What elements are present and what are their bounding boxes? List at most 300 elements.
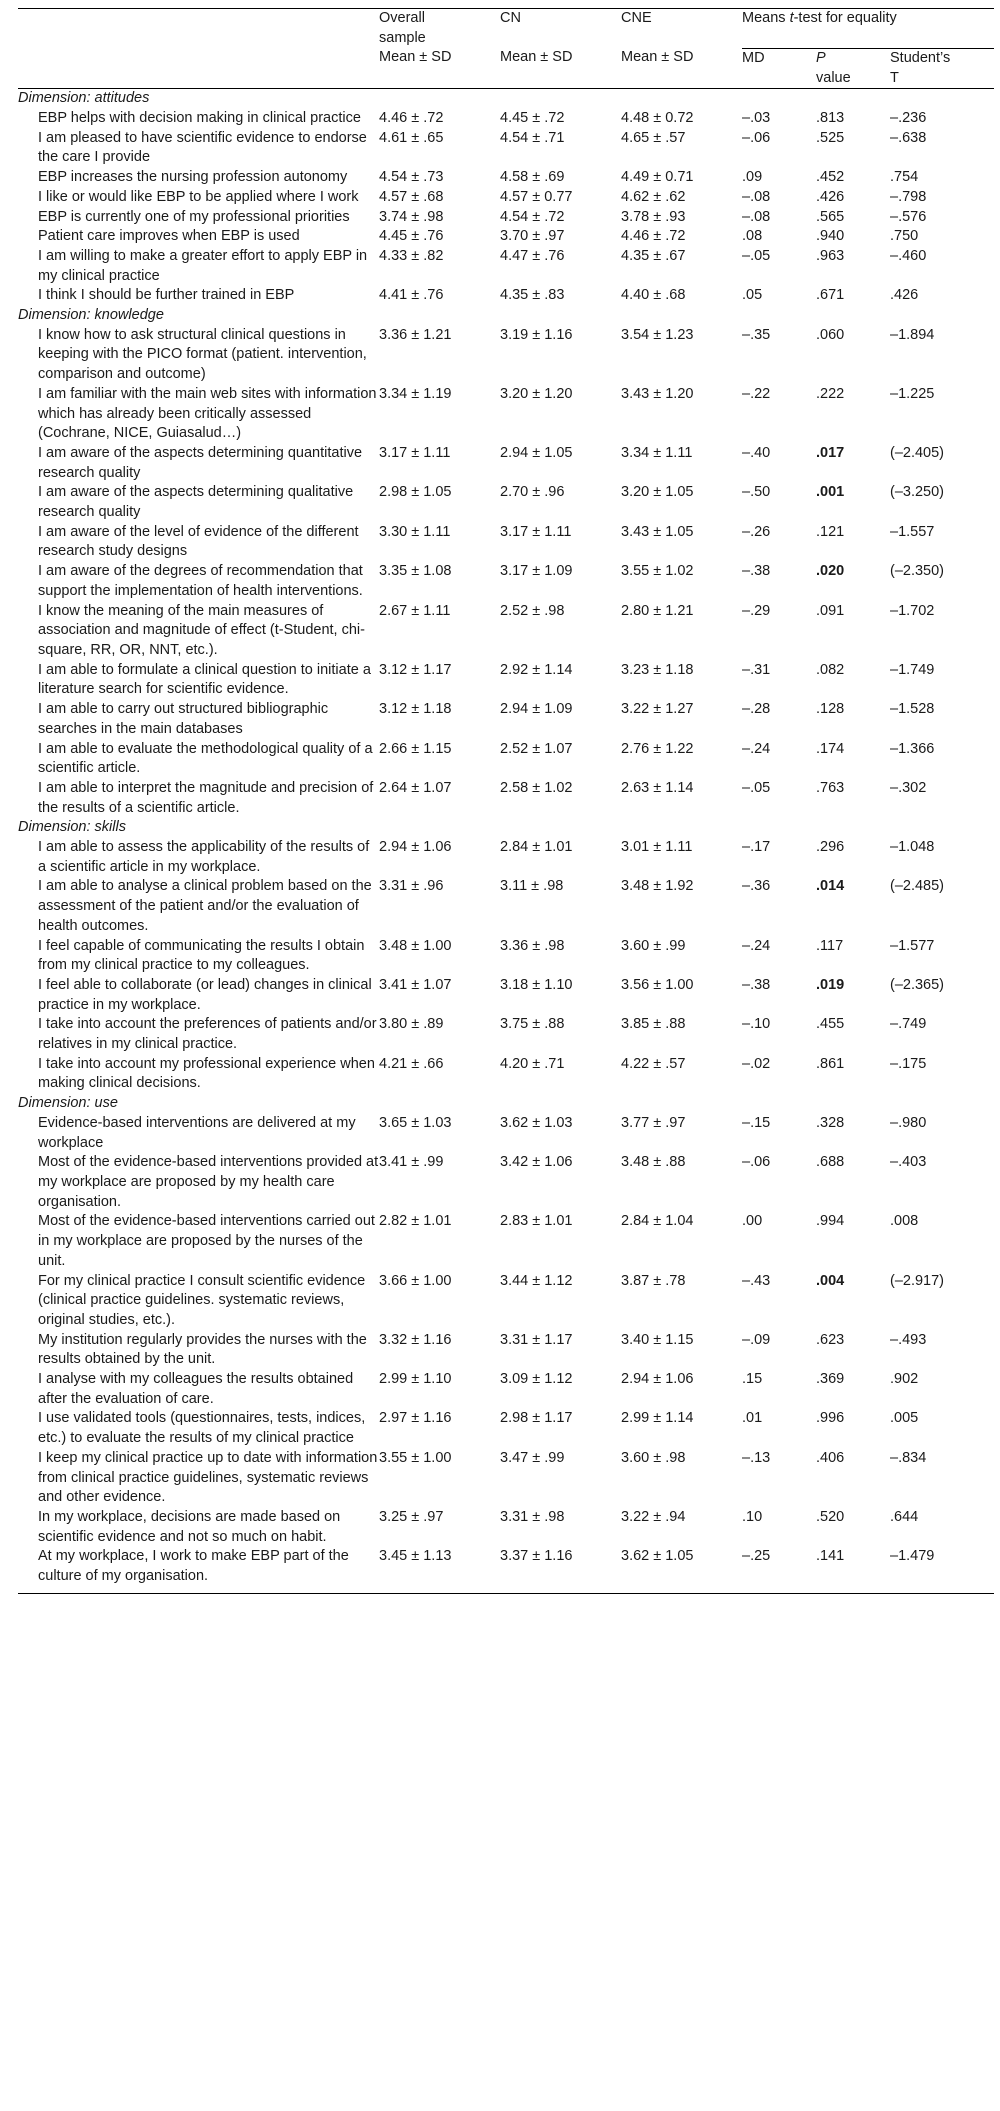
cell-cn: 3.37 ± 1.16 bbox=[500, 1548, 573, 1565]
cell-cn: 2.70 ± .96 bbox=[500, 484, 565, 501]
item-text: I take into account my professional experience when making clinical decisions. bbox=[38, 1055, 375, 1092]
item-text: I am able to carry out structured bibliographic searches in the main databases bbox=[38, 701, 329, 737]
item-text: Evidence-based interventions are delivered at my workplace bbox=[38, 1114, 356, 1151]
cell-cne: 4.46 ± .72 bbox=[621, 228, 686, 245]
cell-md: –.25 bbox=[742, 1548, 771, 1565]
cell-overall-sample: 4.41 ± .76 bbox=[379, 287, 444, 304]
cell-md: –.24 bbox=[742, 740, 771, 757]
cell-students-t: –.749 bbox=[890, 1016, 927, 1033]
cell-p-value: .963 bbox=[816, 247, 845, 264]
cell-p-value: .174 bbox=[816, 740, 845, 757]
cell-md: –.38 bbox=[742, 563, 771, 580]
cell-md: –.31 bbox=[742, 661, 771, 678]
dimension-row bbox=[18, 306, 994, 326]
cell-p-value: .014 bbox=[816, 878, 845, 895]
cell-cne: 3.54 ± 1.23 bbox=[621, 326, 694, 343]
item-text: EBP is currently one of my professional priorities bbox=[38, 208, 350, 225]
cell-p-value: .369 bbox=[816, 1371, 845, 1388]
cell-cn: 3.70 ± .97 bbox=[500, 228, 565, 245]
table-row bbox=[18, 1153, 994, 1212]
cell-cne: 4.40 ± .68 bbox=[621, 287, 686, 304]
cell-cn: 2.84 ± 1.01 bbox=[500, 839, 573, 856]
cell-md: –.17 bbox=[742, 839, 771, 856]
header-p-italic: P bbox=[816, 49, 826, 66]
cell-students-t: .426 bbox=[890, 287, 919, 304]
dimension-row bbox=[18, 89, 994, 109]
item-text: I analyse with my colleagues the results obtained after the evaluation of care. bbox=[38, 1371, 354, 1407]
cell-students-t: –1.479 bbox=[890, 1548, 935, 1565]
cell-cne: 4.62 ± .62 bbox=[621, 188, 686, 205]
cell-cn: 4.20 ± .71 bbox=[500, 1055, 565, 1072]
header-md: MD bbox=[742, 48, 816, 88]
cell-overall-sample: 3.41 ± .99 bbox=[379, 1154, 444, 1171]
cell-students-t: –.576 bbox=[890, 208, 927, 225]
header-cn: CN bbox=[500, 9, 621, 49]
cell-students-t: .750 bbox=[890, 228, 919, 245]
item-text: I know the meaning of the main measures of association and magnitude of effect (t-Student, chi-square, RR, OR, NNT, etc.). bbox=[38, 602, 365, 658]
cell-p-value: .117 bbox=[816, 937, 844, 954]
item-text: I feel able to collaborate (or lead) changes in clinical practice in my workplace. bbox=[38, 976, 372, 1013]
cell-cn: 4.58 ± .69 bbox=[500, 169, 565, 186]
table-row bbox=[18, 562, 994, 601]
item-text: I am aware of the aspects determining quantitative research quality bbox=[38, 444, 363, 481]
cell-cn: 3.62 ± 1.03 bbox=[500, 1114, 573, 1131]
cell-md: –.22 bbox=[742, 385, 771, 402]
item-text: Patient care improves when EBP is used bbox=[38, 228, 300, 245]
cell-cne: 2.63 ± 1.14 bbox=[621, 779, 694, 796]
item-text: I am able to analyse a clinical problem based on the assessment of the patient and/or the evaluation of health outcomes. bbox=[38, 878, 372, 934]
cell-cn: 3.17 ± 1.09 bbox=[500, 563, 573, 580]
cell-overall-sample: 4.54 ± .73 bbox=[379, 169, 444, 186]
cell-students-t: –.403 bbox=[890, 1154, 927, 1171]
cell-cne: 3.48 ± 1.92 bbox=[621, 878, 694, 895]
table-row bbox=[18, 227, 994, 247]
cell-overall-sample: 2.82 ± 1.01 bbox=[379, 1213, 452, 1230]
cell-md: –.28 bbox=[742, 701, 771, 718]
cell-md: –.15 bbox=[742, 1114, 771, 1131]
header-student-t bbox=[890, 48, 994, 88]
header-p-value bbox=[816, 48, 890, 88]
header-student-line2: T bbox=[890, 69, 899, 86]
table-row bbox=[18, 779, 994, 818]
cell-cne: 3.43 ± 1.20 bbox=[621, 385, 694, 402]
item-text: I am aware of the degrees of recommendation that support the implementation of health interventions. bbox=[38, 563, 363, 599]
cell-cn: 2.83 ± 1.01 bbox=[500, 1213, 573, 1230]
cell-students-t: –1.557 bbox=[890, 523, 935, 540]
cell-md: –.26 bbox=[742, 523, 771, 540]
cell-cn: 2.94 ± 1.05 bbox=[500, 444, 573, 461]
item-text: I am able to formulate a clinical question to initiate a literature search for scientific evidence. bbox=[38, 661, 371, 698]
cell-overall-sample: 4.61 ± .65 bbox=[379, 129, 444, 146]
header-student-line1: Student’s bbox=[890, 49, 951, 66]
cell-cne: 3.85 ± .88 bbox=[621, 1016, 686, 1033]
cell-cne: 3.22 ± 1.27 bbox=[621, 701, 694, 718]
cell-p-value: .525 bbox=[816, 129, 845, 146]
table-row bbox=[18, 326, 994, 385]
item-text: Most of the evidence-based interventions carried out in my workplace are proposed by the nurses of the unit. bbox=[38, 1213, 375, 1269]
cell-overall-sample: 3.30 ± 1.11 bbox=[379, 523, 451, 540]
cell-overall-sample: 2.94 ± 1.06 bbox=[379, 839, 452, 856]
cell-students-t: .005 bbox=[890, 1410, 919, 1427]
cell-overall-sample: 3.17 ± 1.11 bbox=[379, 444, 451, 461]
header-row-2 bbox=[18, 48, 994, 88]
cell-students-t: (–3.250) bbox=[890, 484, 945, 501]
cell-students-t: (–2.485) bbox=[890, 878, 945, 895]
table-row bbox=[18, 208, 994, 228]
cell-overall-sample: 2.97 ± 1.16 bbox=[379, 1410, 452, 1427]
cell-cne: 4.35 ± .67 bbox=[621, 247, 686, 264]
table-row bbox=[18, 1212, 994, 1271]
cell-students-t: –.175 bbox=[890, 1055, 927, 1072]
table-row bbox=[18, 1370, 994, 1409]
cell-cn: 4.47 ± .76 bbox=[500, 247, 565, 264]
table-row bbox=[18, 168, 994, 188]
cell-cne: 3.60 ± .98 bbox=[621, 1449, 686, 1466]
item-text: I am able to assess the applicability of the results of a scientific article in my workplace. bbox=[38, 839, 370, 875]
item-text: I feel capable of communicating the results I obtain from my clinical practice to my colleagues. bbox=[38, 937, 365, 974]
header-overall bbox=[379, 9, 500, 49]
cell-cne: 3.20 ± 1.05 bbox=[621, 484, 694, 501]
cell-overall-sample: 4.57 ± .68 bbox=[379, 188, 444, 205]
cell-cn: 3.20 ± 1.20 bbox=[500, 385, 573, 402]
table-row bbox=[18, 523, 994, 562]
cell-overall-sample: 2.98 ± 1.05 bbox=[379, 484, 452, 501]
header-blank bbox=[18, 9, 379, 49]
cell-p-value: .328 bbox=[816, 1114, 845, 1131]
cell-cn: 4.57 ± 0.77 bbox=[500, 188, 573, 205]
header-blank-2 bbox=[18, 48, 379, 88]
cell-md: –.43 bbox=[742, 1272, 771, 1289]
cell-cn: 3.44 ± 1.12 bbox=[500, 1272, 573, 1289]
header-row-1 bbox=[18, 9, 994, 49]
cell-cn: 3.09 ± 1.12 bbox=[500, 1371, 573, 1388]
cell-md: –.36 bbox=[742, 878, 771, 895]
table-row bbox=[18, 1055, 994, 1094]
item-text: At my workplace, I work to make EBP part of the culture of my organisation. bbox=[38, 1548, 349, 1585]
cell-cne: 2.76 ± 1.22 bbox=[621, 740, 694, 757]
header-mean-sd-cne: Mean ± SD bbox=[621, 48, 742, 88]
cell-students-t: .902 bbox=[890, 1371, 919, 1388]
item-text: My institution regularly provides the nurses with the results obtained by the unit. bbox=[38, 1331, 367, 1368]
bottom-rule bbox=[18, 1587, 994, 1594]
cell-cne: 3.01 ± 1.11 bbox=[621, 839, 693, 856]
header-overall-line2: sample bbox=[379, 29, 426, 46]
cell-overall-sample: 3.55 ± 1.00 bbox=[379, 1449, 452, 1466]
cell-cne: 4.49 ± 0.71 bbox=[621, 169, 694, 186]
table-row bbox=[18, 1449, 994, 1508]
item-text: I take into account the preferences of patients and/or relatives in my clinical practice. bbox=[38, 1016, 377, 1053]
table-row bbox=[18, 700, 994, 739]
cell-cn: 2.58 ± 1.02 bbox=[500, 779, 573, 796]
cell-cne: 3.87 ± .78 bbox=[621, 1272, 686, 1289]
cell-p-value: .001 bbox=[816, 484, 845, 501]
cell-p-value: .426 bbox=[816, 188, 845, 205]
table-row bbox=[18, 109, 994, 129]
cell-md: .08 bbox=[742, 228, 763, 245]
cell-students-t: (–2.350) bbox=[890, 563, 945, 580]
cell-cn: 2.94 ± 1.09 bbox=[500, 701, 573, 718]
item-text: I am willing to make a greater effort to apply EBP in my clinical practice bbox=[38, 247, 368, 284]
table-row bbox=[18, 937, 994, 976]
cell-overall-sample: 3.45 ± 1.13 bbox=[379, 1548, 452, 1565]
cell-p-value: .623 bbox=[816, 1331, 845, 1348]
item-text: I am able to evaluate the methodological quality of a scientific article. bbox=[38, 740, 373, 777]
cell-md: .05 bbox=[742, 287, 763, 304]
dimension-title: Dimension: skills bbox=[18, 819, 126, 836]
cell-overall-sample: 3.35 ± 1.08 bbox=[379, 563, 452, 580]
table-row bbox=[18, 188, 994, 208]
table-row bbox=[18, 740, 994, 779]
cell-cne: 4.22 ± .57 bbox=[621, 1055, 686, 1072]
cell-cn: 3.19 ± 1.16 bbox=[500, 326, 573, 343]
cell-students-t: (–2.365) bbox=[890, 976, 945, 993]
cell-cn: 3.75 ± .88 bbox=[500, 1016, 565, 1033]
cell-cne: 2.94 ± 1.06 bbox=[621, 1371, 694, 1388]
cell-students-t: –1.702 bbox=[890, 602, 935, 619]
cell-p-value: .452 bbox=[816, 169, 845, 186]
table-row bbox=[18, 1331, 994, 1370]
cell-p-value: .121 bbox=[816, 523, 845, 540]
cell-md: –.29 bbox=[742, 602, 771, 619]
cell-cn: 3.36 ± .98 bbox=[500, 937, 565, 954]
cell-cne: 4.65 ± .57 bbox=[621, 129, 686, 146]
cell-p-value: .996 bbox=[816, 1410, 845, 1427]
dimension-row bbox=[18, 818, 994, 838]
cell-students-t: –.460 bbox=[890, 247, 927, 264]
cell-md: .15 bbox=[742, 1371, 763, 1388]
cell-md: –.03 bbox=[742, 110, 771, 127]
cell-overall-sample: 3.12 ± 1.17 bbox=[379, 661, 452, 678]
cell-overall-sample: 3.34 ± 1.19 bbox=[379, 385, 452, 402]
header-means-pre: Means bbox=[742, 10, 790, 26]
cell-overall-sample: 3.65 ± 1.03 bbox=[379, 1114, 452, 1131]
cell-overall-sample: 2.64 ± 1.07 bbox=[379, 779, 452, 796]
cell-cne: 4.48 ± 0.72 bbox=[621, 110, 694, 127]
cell-md: –.24 bbox=[742, 937, 771, 954]
dimension-row bbox=[18, 1094, 994, 1114]
cell-cn: 4.35 ± .83 bbox=[500, 287, 565, 304]
cell-students-t: –1.366 bbox=[890, 740, 935, 757]
table-row bbox=[18, 1547, 994, 1586]
cell-md: –.09 bbox=[742, 1331, 771, 1348]
cell-p-value: .406 bbox=[816, 1449, 845, 1466]
cell-students-t: –.302 bbox=[890, 779, 927, 796]
table-row bbox=[18, 1114, 994, 1153]
cell-cn: 3.17 ± 1.11 bbox=[500, 523, 572, 540]
cell-overall-sample: 4.33 ± .82 bbox=[379, 247, 444, 264]
cell-overall-sample: 3.32 ± 1.16 bbox=[379, 1331, 452, 1348]
cell-students-t: .754 bbox=[890, 169, 919, 186]
cell-md: –.08 bbox=[742, 208, 771, 225]
bottom-rule-cell bbox=[18, 1587, 994, 1594]
cell-overall-sample: 3.25 ± .97 bbox=[379, 1508, 444, 1525]
cell-cne: 2.84 ± 1.04 bbox=[621, 1213, 694, 1230]
header-mean-sd-overall: Mean ± SD bbox=[379, 48, 500, 88]
header-overall-line1: Overall bbox=[379, 10, 425, 26]
cell-p-value: .141 bbox=[816, 1548, 845, 1565]
cell-p-value: .763 bbox=[816, 779, 845, 796]
cell-p-value: .565 bbox=[816, 208, 845, 225]
item-text: I am familiar with the main web sites with information which has already been critically assessed (Cochrane, NICE, Guiasalud…) bbox=[38, 385, 377, 442]
cell-students-t: –1.048 bbox=[890, 839, 935, 856]
cell-p-value: .455 bbox=[816, 1016, 845, 1033]
cell-cn: 2.52 ± 1.07 bbox=[500, 740, 573, 757]
cell-p-value: .017 bbox=[816, 444, 845, 461]
cell-p-value: .940 bbox=[816, 228, 845, 245]
cell-students-t: –1.894 bbox=[890, 326, 935, 343]
cell-md: –.05 bbox=[742, 247, 771, 264]
item-text: I am aware of the level of evidence of the different research study designs bbox=[38, 523, 359, 560]
cell-cne: 2.99 ± 1.14 bbox=[621, 1410, 694, 1427]
table-row bbox=[18, 385, 994, 444]
cell-cne: 3.55 ± 1.02 bbox=[621, 563, 694, 580]
cell-cn: 2.52 ± .98 bbox=[500, 602, 565, 619]
cell-cn: 3.47 ± .99 bbox=[500, 1449, 565, 1466]
cell-md: –.38 bbox=[742, 976, 771, 993]
item-text: I know how to ask structural clinical questions in keeping with the PICO format (patient. intervention, comparison and outcome) bbox=[38, 326, 367, 383]
cell-cn: 3.42 ± 1.06 bbox=[500, 1154, 573, 1171]
cell-students-t: –.638 bbox=[890, 129, 927, 146]
cell-students-t: –1.577 bbox=[890, 937, 935, 954]
item-text: I am pleased to have scientific evidence to endorse the care I provide bbox=[38, 129, 367, 166]
cell-md: –.05 bbox=[742, 779, 771, 796]
cell-p-value: .222 bbox=[816, 385, 845, 402]
header-means-ttest bbox=[742, 9, 994, 49]
cell-cn: 4.54 ± .71 bbox=[500, 129, 565, 146]
cell-cne: 3.34 ± 1.11 bbox=[621, 444, 693, 461]
table-row bbox=[18, 1409, 994, 1448]
table-row bbox=[18, 838, 994, 877]
cell-p-value: .004 bbox=[816, 1272, 845, 1289]
cell-students-t: .644 bbox=[890, 1508, 919, 1525]
cell-overall-sample: 3.36 ± 1.21 bbox=[379, 326, 452, 343]
header-mean-sd-cn: Mean ± SD bbox=[500, 48, 621, 88]
cell-cne: 3.40 ± 1.15 bbox=[621, 1331, 694, 1348]
dimension-title: Dimension: knowledge bbox=[18, 307, 164, 324]
cell-students-t: (–2.405) bbox=[890, 444, 945, 461]
cell-md: –.35 bbox=[742, 326, 771, 343]
item-text: EBP helps with decision making in clinical practice bbox=[38, 110, 361, 127]
cell-students-t: –1.528 bbox=[890, 701, 935, 718]
cell-cne: 3.48 ± .88 bbox=[621, 1154, 686, 1171]
cell-cn: 4.54 ± .72 bbox=[500, 208, 565, 225]
cell-overall-sample: 3.66 ± 1.00 bbox=[379, 1272, 452, 1289]
cell-md: .09 bbox=[742, 169, 763, 186]
cell-overall-sample: 3.48 ± 1.00 bbox=[379, 937, 452, 954]
item-text: I like or would like EBP to be applied where I work bbox=[38, 188, 359, 205]
cell-overall-sample: 3.31 ± .96 bbox=[379, 878, 444, 895]
item-text: I use validated tools (questionnaires, tests, indices, etc.) to evaluate the results of my clinical practice bbox=[38, 1410, 366, 1447]
cell-overall-sample: 2.67 ± 1.11 bbox=[379, 602, 451, 619]
cell-overall-sample: 3.41 ± 1.07 bbox=[379, 976, 452, 993]
cell-overall-sample: 4.21 ± .66 bbox=[379, 1055, 444, 1072]
cell-p-value: .082 bbox=[816, 661, 845, 678]
cell-overall-sample: 4.45 ± .76 bbox=[379, 228, 444, 245]
cell-overall-sample: 3.74 ± .98 bbox=[379, 208, 444, 225]
cell-cne: 3.43 ± 1.05 bbox=[621, 523, 694, 540]
table-row bbox=[18, 877, 994, 936]
cell-students-t: –.834 bbox=[890, 1449, 927, 1466]
header-cne: CNE bbox=[621, 9, 742, 49]
cell-md: –.10 bbox=[742, 1016, 771, 1033]
table-row bbox=[18, 976, 994, 1015]
cell-overall-sample: 2.66 ± 1.15 bbox=[379, 740, 452, 757]
cell-cne: 3.78 ± .93 bbox=[621, 208, 686, 225]
cell-cne: 3.77 ± .97 bbox=[621, 1114, 686, 1131]
cell-p-value: .091 bbox=[816, 602, 845, 619]
cell-p-value: .296 bbox=[816, 839, 845, 856]
cell-p-value: .994 bbox=[816, 1213, 845, 1230]
cell-p-value: .671 bbox=[816, 287, 845, 304]
cell-cn: 2.98 ± 1.17 bbox=[500, 1410, 573, 1427]
table-row bbox=[18, 483, 994, 522]
cell-cne: 3.23 ± 1.18 bbox=[621, 661, 694, 678]
cell-md: –.06 bbox=[742, 1154, 771, 1171]
cell-cne: 2.80 ± 1.21 bbox=[621, 602, 694, 619]
cell-cne: 3.56 ± 1.00 bbox=[621, 976, 694, 993]
cell-md: –.08 bbox=[742, 188, 771, 205]
cell-students-t: .008 bbox=[890, 1213, 919, 1230]
cell-md: .00 bbox=[742, 1213, 763, 1230]
cell-p-value: .688 bbox=[816, 1154, 845, 1171]
ebp-results-table bbox=[18, 8, 994, 1594]
item-text: I am able to interpret the magnitude and precision of the results of a scientific article. bbox=[38, 779, 374, 816]
table-row bbox=[18, 1272, 994, 1331]
cell-cne: 3.62 ± 1.05 bbox=[621, 1548, 694, 1565]
cell-cn: 2.92 ± 1.14 bbox=[500, 661, 573, 678]
cell-p-value: .060 bbox=[816, 326, 845, 343]
cell-cn: 3.18 ± 1.10 bbox=[500, 976, 573, 993]
cell-p-value: .019 bbox=[816, 976, 845, 993]
table-row bbox=[18, 1508, 994, 1547]
item-text: For my clinical practice I consult scientific evidence (clinical practice guidelines. systematic reviews, original studies, etc.). bbox=[38, 1272, 366, 1328]
cell-md: –.50 bbox=[742, 484, 771, 501]
cell-p-value: .128 bbox=[816, 701, 845, 718]
table-row bbox=[18, 1015, 994, 1054]
cell-md: –.13 bbox=[742, 1449, 771, 1466]
table-row bbox=[18, 444, 994, 483]
item-text: EBP increases the nursing profession autonomy bbox=[38, 169, 348, 186]
cell-md: –.40 bbox=[742, 444, 771, 461]
cell-p-value: .861 bbox=[816, 1055, 845, 1072]
table-row bbox=[18, 247, 994, 286]
dimension-title: Dimension: attitudes bbox=[18, 90, 150, 107]
table-row bbox=[18, 286, 994, 306]
table-body bbox=[18, 89, 994, 1593]
cell-cn: 3.31 ± .98 bbox=[500, 1508, 565, 1525]
header-means-post: -test for equality bbox=[793, 10, 897, 26]
header-p-word: value bbox=[816, 69, 851, 86]
cell-students-t: (–2.917) bbox=[890, 1272, 945, 1289]
item-text: I am aware of the aspects determining qualitative research quality bbox=[38, 484, 354, 521]
cell-cn: 3.11 ± .98 bbox=[500, 878, 564, 895]
cell-students-t: –.493 bbox=[890, 1331, 927, 1348]
cell-students-t: –.798 bbox=[890, 188, 927, 205]
cell-students-t: –.980 bbox=[890, 1114, 927, 1131]
cell-cne: 3.22 ± .94 bbox=[621, 1508, 686, 1525]
cell-cne: 3.60 ± .99 bbox=[621, 937, 686, 954]
cell-overall-sample: 4.46 ± .72 bbox=[379, 110, 444, 127]
table-row bbox=[18, 602, 994, 661]
header-means-t: t bbox=[789, 10, 794, 26]
item-text: In my workplace, decisions are made based on scientific evidence and not so much on habit. bbox=[38, 1508, 341, 1545]
cell-overall-sample: 2.99 ± 1.10 bbox=[379, 1371, 452, 1388]
cell-p-value: .520 bbox=[816, 1508, 845, 1525]
cell-cn: 4.45 ± .72 bbox=[500, 110, 565, 127]
item-text: I think I should be further trained in EBP bbox=[38, 287, 295, 304]
dimension-title: Dimension: use bbox=[18, 1095, 118, 1112]
cell-students-t: –1.749 bbox=[890, 661, 935, 678]
